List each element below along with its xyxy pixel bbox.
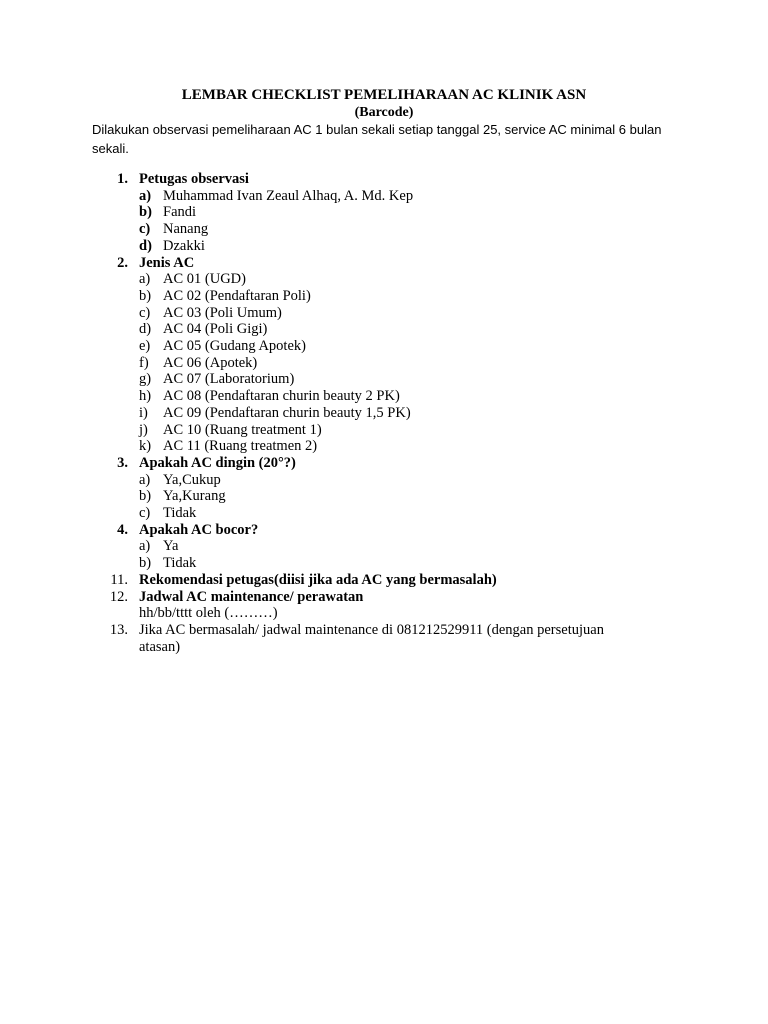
option-letter: e) bbox=[139, 338, 151, 354]
list-option bbox=[0, 505, 768, 522]
list-item-heading bbox=[0, 572, 768, 589]
schedule-note-text: hh/bb/tttt oleh (………) bbox=[139, 605, 278, 622]
item-number: 3. bbox=[117, 454, 128, 471]
list-option bbox=[0, 321, 768, 338]
option-letter: g) bbox=[139, 371, 152, 388]
item-text: atasan) bbox=[139, 638, 181, 655]
item-heading: Apakah AC dingin (20°?) bbox=[139, 454, 296, 471]
option-letter: c) bbox=[139, 221, 151, 238]
option-text: Ya bbox=[163, 538, 179, 555]
list-item-heading bbox=[0, 522, 768, 539]
option-letter: b) bbox=[139, 555, 152, 572]
option-letter: a) bbox=[139, 187, 152, 204]
option-text: Ya,Kurang bbox=[163, 488, 226, 505]
option-text: AC 05 (Gudang Apotek) bbox=[163, 338, 306, 354]
option-text: Nanang bbox=[163, 221, 209, 238]
option-letter: d) bbox=[139, 321, 152, 338]
option-letter: a) bbox=[139, 271, 151, 288]
item-number: 12. bbox=[109, 588, 128, 605]
option-text: AC 01 (UGD) bbox=[163, 271, 246, 288]
list-option bbox=[0, 355, 768, 372]
list-option bbox=[0, 405, 768, 422]
intro-paragraph: Dilakukan observasi pemeliharaan AC 1 bulan sekali setiap tanggal 25, service AC minimal 6 bulan sekali. bbox=[92, 122, 662, 156]
option-letter: j) bbox=[139, 421, 148, 438]
option-letter: h) bbox=[139, 388, 152, 405]
list-item-heading bbox=[0, 255, 768, 272]
option-letter: k) bbox=[139, 438, 152, 455]
list-item-heading bbox=[0, 455, 768, 472]
option-text: AC 09 (Pendaftaran churin beauty 1,5 PK) bbox=[163, 404, 411, 421]
list-item-heading bbox=[0, 171, 768, 188]
option-text: Tidak bbox=[163, 555, 197, 572]
item-text: Jika AC bermasalah/ jadwal maintenance di 081212529911 (dengan persetujuan bbox=[139, 621, 604, 638]
list-item-continuation bbox=[0, 639, 768, 656]
item-number: 13. bbox=[109, 621, 128, 638]
list-option bbox=[0, 555, 768, 572]
item-heading: Jadwal AC maintenance/ perawatan bbox=[139, 588, 364, 605]
list-item-heading bbox=[0, 589, 768, 606]
option-text: Ya,Cukup bbox=[163, 471, 221, 488]
list-option bbox=[0, 472, 768, 489]
list-option bbox=[0, 271, 768, 288]
option-letter: d) bbox=[139, 237, 152, 254]
option-text: AC 10 (Ruang treatment 1) bbox=[163, 421, 322, 438]
list-option bbox=[0, 338, 768, 355]
item-heading: Jenis AC bbox=[139, 254, 195, 271]
list-option bbox=[0, 438, 768, 455]
page-title: LEMBAR CHECKLIST PEMELIHARAAN AC KLINIK ASN bbox=[181, 87, 587, 103]
list-option bbox=[0, 488, 768, 505]
item-number: 2. bbox=[117, 254, 128, 271]
option-text: Dzakki bbox=[163, 237, 205, 254]
list-item-heading bbox=[0, 622, 768, 639]
item-heading: Petugas observasi bbox=[139, 171, 249, 187]
option-letter: a) bbox=[139, 538, 151, 555]
list-option bbox=[0, 422, 768, 439]
list-option bbox=[0, 221, 768, 238]
item-heading: Rekomendasi petugas(diisi jika ada AC yang bermasalah) bbox=[139, 571, 497, 588]
option-letter: b) bbox=[139, 204, 152, 221]
list-option bbox=[0, 305, 768, 322]
option-text: AC 11 (Ruang treatmen 2) bbox=[163, 438, 318, 455]
option-text: Tidak bbox=[163, 505, 197, 521]
list-option bbox=[0, 238, 768, 255]
option-text: Muhammad Ivan Zeaul Alhaq, A. Md. Kep bbox=[163, 187, 414, 204]
option-text: Fandi bbox=[163, 204, 197, 221]
option-text: AC 03 (Poli Umum) bbox=[163, 304, 282, 321]
option-letter: c) bbox=[139, 505, 151, 521]
list-option bbox=[0, 538, 768, 555]
option-letter: b) bbox=[139, 488, 152, 505]
list-option bbox=[0, 388, 768, 405]
option-text: AC 06 (Apotek) bbox=[163, 354, 258, 371]
list-option bbox=[0, 188, 768, 205]
option-text: AC 07 (Laboratorium) bbox=[163, 371, 295, 388]
list-option bbox=[0, 204, 768, 221]
item-number: 1. bbox=[117, 171, 128, 187]
option-letter: a) bbox=[139, 471, 151, 488]
option-text: AC 02 (Pendaftaran Poli) bbox=[163, 287, 311, 304]
option-letter: f) bbox=[139, 354, 149, 371]
list-option bbox=[0, 288, 768, 305]
option-letter: b) bbox=[139, 287, 152, 304]
item-number: 11. bbox=[110, 571, 128, 588]
option-letter: i) bbox=[139, 404, 148, 421]
page-subtitle: (Barcode) bbox=[354, 105, 414, 120]
option-text: AC 04 (Poli Gigi) bbox=[163, 321, 268, 338]
item-number: 4. bbox=[117, 521, 128, 538]
list-option bbox=[0, 371, 768, 388]
option-letter: c) bbox=[139, 304, 151, 321]
item-heading: Apakah AC bocor? bbox=[139, 521, 259, 538]
option-text: AC 08 (Pendaftaran churin beauty 2 PK) bbox=[163, 388, 400, 405]
schedule-note bbox=[0, 605, 768, 622]
